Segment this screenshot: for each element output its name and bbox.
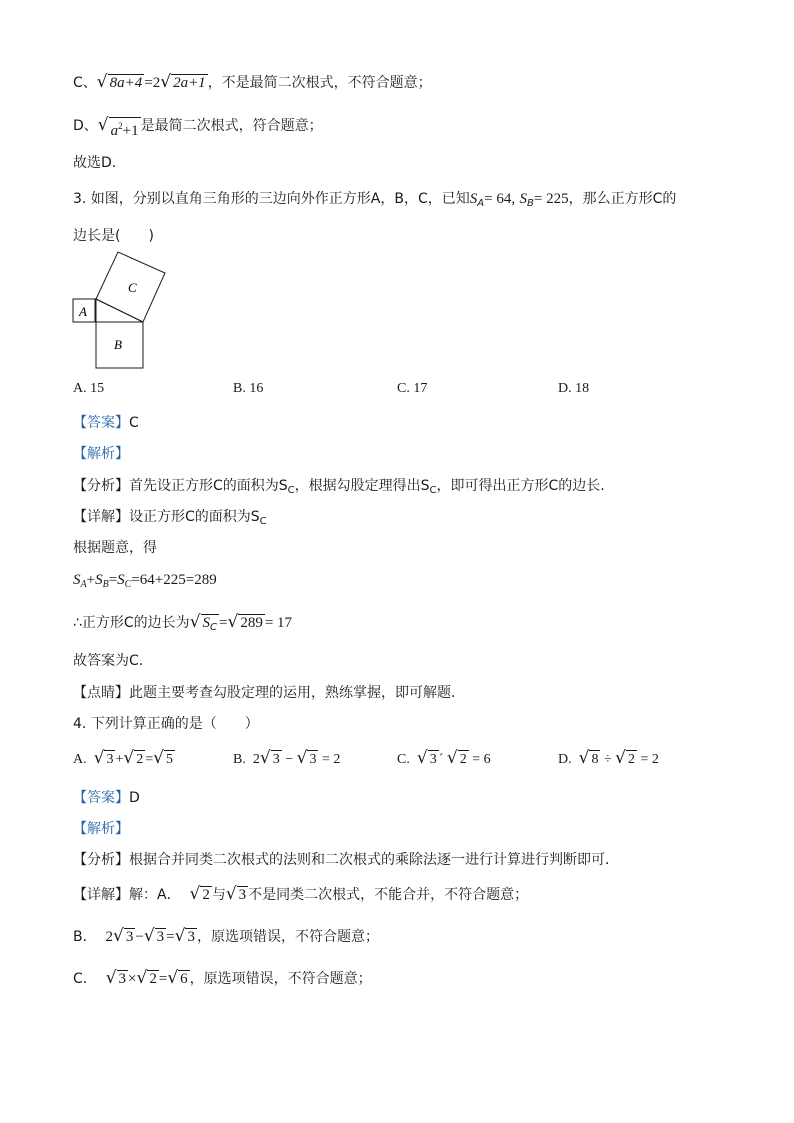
sb-symbol: S bbox=[95, 572, 103, 588]
coefficient: 2 bbox=[252, 752, 260, 767]
result: = 17 bbox=[264, 615, 293, 631]
radicand: 3 bbox=[272, 752, 280, 767]
sc-sub: C bbox=[124, 579, 132, 590]
sub-c: C bbox=[429, 485, 437, 496]
radicand: 2 bbox=[628, 752, 635, 767]
radicand-base: a bbox=[110, 123, 119, 139]
option-label: A. bbox=[73, 752, 87, 767]
label-a: A bbox=[79, 304, 87, 319]
xiangjie-text-2: 不是同类二次根式，不能合并，不符合题意； bbox=[248, 887, 529, 903]
q4-option-c bbox=[397, 749, 491, 768]
xiangjie-tag: 【详解】 bbox=[73, 887, 129, 903]
equation-value: =64+225=289 bbox=[131, 572, 217, 588]
radical: √ 2 bbox=[136, 968, 157, 988]
equals-result: = 2 bbox=[321, 752, 341, 767]
q3-final: 故答案为C. bbox=[73, 653, 144, 669]
fenxi-tag: 【分析】 bbox=[73, 852, 129, 868]
option-label: C. bbox=[397, 752, 410, 767]
radicand: 2 bbox=[202, 887, 210, 903]
answer-value: C bbox=[129, 415, 139, 431]
q3-option-a: A. 15 bbox=[73, 381, 105, 396]
fenxi-text: 首先设正方形C的面积为S bbox=[129, 478, 288, 494]
sub-c: C bbox=[259, 516, 267, 527]
radicand: 6 bbox=[180, 971, 188, 987]
radicand: 2 bbox=[149, 971, 157, 987]
radicand: 3 bbox=[429, 752, 437, 767]
radicand: 3 bbox=[118, 971, 127, 987]
label-c: C bbox=[128, 280, 137, 295]
sub-c: C bbox=[287, 485, 295, 496]
answer-value: D bbox=[129, 790, 140, 806]
q3-analysis-tag: 【解析】 bbox=[73, 446, 129, 462]
q3-stem bbox=[73, 188, 676, 209]
radical: √ 3 bbox=[93, 748, 114, 768]
q4-analysis-tag: 【解析】 bbox=[73, 821, 129, 837]
equals-result: = 2 bbox=[640, 752, 659, 767]
xiangjie-tag: 【详解】 bbox=[73, 509, 129, 525]
prev-option-d bbox=[73, 115, 323, 140]
right-triangle bbox=[96, 299, 143, 322]
radical: √ 2 bbox=[123, 748, 144, 768]
equals-result: = 6 bbox=[472, 752, 491, 767]
radical: √ 3 bbox=[113, 926, 134, 946]
radicand: 5 bbox=[165, 752, 173, 767]
radicand: 289 bbox=[240, 615, 263, 631]
radical: √ 3 bbox=[225, 884, 247, 904]
q3-xiangjie bbox=[73, 506, 267, 527]
radical: √ 6 bbox=[167, 968, 188, 988]
dianjing-tag: 【点睛】 bbox=[73, 685, 129, 701]
coefficient: 2 bbox=[105, 929, 114, 945]
radical: √ 2 bbox=[615, 748, 635, 768]
q4-xiangjie bbox=[73, 884, 528, 904]
equals: = bbox=[145, 752, 154, 767]
squares-figure bbox=[70, 250, 170, 372]
q3-answer bbox=[73, 412, 139, 432]
q4-fenxi bbox=[73, 849, 619, 869]
radical: √ $S_C$ bbox=[190, 613, 219, 636]
equals: = bbox=[108, 572, 118, 588]
radicand: 3 bbox=[125, 929, 134, 945]
label-b: B bbox=[114, 337, 122, 352]
q3-option-d: D. 18 bbox=[558, 381, 590, 396]
radicand: 3 bbox=[309, 752, 317, 767]
q3-option-b: B. 16 bbox=[233, 381, 264, 396]
radicand: 8 bbox=[591, 752, 599, 767]
q3-step1: 根据题意，得 bbox=[73, 540, 157, 556]
radicand: 2 bbox=[459, 752, 467, 767]
sc-symbol: S bbox=[202, 615, 211, 631]
fenxi-tag: 【分析】 bbox=[73, 478, 129, 494]
line-b-text: ，原选项错误，不符合题意； bbox=[196, 929, 379, 945]
fenxi-text: 根据合并同类二次根式的法则和二次根式的乘除法逐一进行计算进行判断即可． bbox=[129, 852, 619, 868]
minus: − bbox=[285, 752, 294, 767]
radical: √ 8a+4 bbox=[96, 72, 143, 92]
radicand-rest: +1 bbox=[122, 123, 139, 139]
q3-text: 3. 如图，分别以直角三角形的三边向外作正方形A，B，C，已知 bbox=[73, 191, 470, 207]
times: ´ bbox=[438, 752, 444, 767]
sa-value: = 64, bbox=[484, 191, 516, 207]
xiangjie-text: 设正方形C的面积为S bbox=[129, 509, 260, 525]
prev-option-c bbox=[73, 72, 432, 92]
radical: √ 3 bbox=[296, 748, 317, 768]
q3-text-2: ，那么正方形C的 bbox=[568, 191, 677, 207]
answer-tag: 【答案】 bbox=[73, 415, 129, 431]
radical: √ 3 bbox=[259, 748, 280, 768]
dianjing-text: 此题主要考查勾股定理的运用，熟练掌握，即可解题. bbox=[129, 685, 456, 701]
sb-sub: B bbox=[102, 579, 109, 590]
equals: = bbox=[158, 971, 168, 987]
equals: = bbox=[166, 929, 175, 945]
q4-option-a bbox=[73, 749, 175, 768]
radicand: 3 bbox=[106, 752, 114, 767]
option-label: D. bbox=[558, 752, 572, 767]
radicand: 3 bbox=[187, 929, 195, 945]
radical: √ 289 bbox=[227, 612, 263, 632]
q3-dianjing bbox=[73, 682, 455, 702]
sb-symbol: S bbox=[519, 191, 528, 207]
radical: √ 2a+1 bbox=[160, 72, 206, 92]
q4-option-d bbox=[558, 749, 659, 768]
radicand: 8a+4 bbox=[109, 75, 143, 91]
radical: √ 3 bbox=[174, 926, 195, 946]
q4-option-b bbox=[233, 749, 340, 768]
sa-sub: A bbox=[477, 198, 485, 209]
sb-value: = 225 bbox=[533, 191, 569, 207]
equals-text: =2 bbox=[144, 75, 161, 91]
sa-symbol: S bbox=[469, 191, 478, 207]
minus: − bbox=[135, 929, 144, 945]
plus: + bbox=[86, 572, 96, 588]
option-label: B. bbox=[233, 752, 246, 767]
option-label: C． bbox=[73, 971, 97, 987]
prev-choice: 故选D． bbox=[73, 155, 126, 171]
therefore-text: ∴正方形C的边长为 bbox=[73, 615, 190, 631]
radicand: 2 bbox=[136, 752, 144, 767]
sa-symbol: S bbox=[73, 572, 81, 588]
sc-sub: C bbox=[210, 622, 218, 633]
radical: √ 2 bbox=[189, 884, 210, 904]
xiangjie-text: 解：A． bbox=[129, 887, 181, 903]
radicand: 2a+1 bbox=[173, 75, 206, 91]
exponent: 2 bbox=[118, 121, 123, 131]
equals: = bbox=[219, 615, 228, 631]
radical: √ $a^2+1$ bbox=[97, 115, 139, 139]
radical: √ 2 bbox=[446, 748, 467, 768]
radicand: 3 bbox=[156, 929, 165, 945]
radical: √ 8 bbox=[578, 748, 599, 768]
q4-line-b bbox=[73, 926, 379, 946]
q4-line-c bbox=[73, 968, 372, 988]
explanation-text: 是最简二次根式，符合题意； bbox=[140, 118, 323, 134]
radical: √ 3 bbox=[416, 748, 437, 768]
divide: ÷ bbox=[603, 752, 612, 767]
radical: √ 3 bbox=[105, 968, 127, 988]
answer-tag: 【答案】 bbox=[73, 790, 129, 806]
fenxi-text-2: ，根据勾股定理得出S bbox=[294, 478, 430, 494]
q3-stem-2: 边长是( ) bbox=[73, 228, 154, 244]
q3-therefore bbox=[73, 612, 292, 636]
q3-option-c: C. 17 bbox=[397, 381, 428, 396]
plus: + bbox=[115, 752, 124, 767]
sc-symbol: S bbox=[117, 572, 125, 588]
radical: √ 3 bbox=[143, 926, 165, 946]
line-c-text: ，原选项错误，不符合题意； bbox=[189, 971, 372, 987]
option-label: B． bbox=[73, 929, 97, 945]
q4-stem: 4. 下列计算正确的是（ ） bbox=[73, 716, 259, 732]
q4-answer bbox=[73, 787, 140, 807]
fenxi-text-3: ，即可得出正方形C的边长. bbox=[436, 478, 605, 494]
explanation-text: ，不是最简二次根式，不符合题意； bbox=[207, 75, 432, 91]
q3-equation bbox=[73, 572, 217, 590]
radical: √ 5 bbox=[153, 748, 173, 768]
sa-sub: A bbox=[80, 579, 87, 590]
connector-text: 与 bbox=[211, 887, 226, 903]
option-label: D、 bbox=[73, 118, 98, 134]
times: × bbox=[128, 971, 137, 987]
option-label: C、 bbox=[73, 75, 97, 91]
sb-sub: B bbox=[527, 198, 534, 209]
q3-fenxi bbox=[73, 475, 605, 496]
radicand: 3 bbox=[238, 887, 247, 903]
